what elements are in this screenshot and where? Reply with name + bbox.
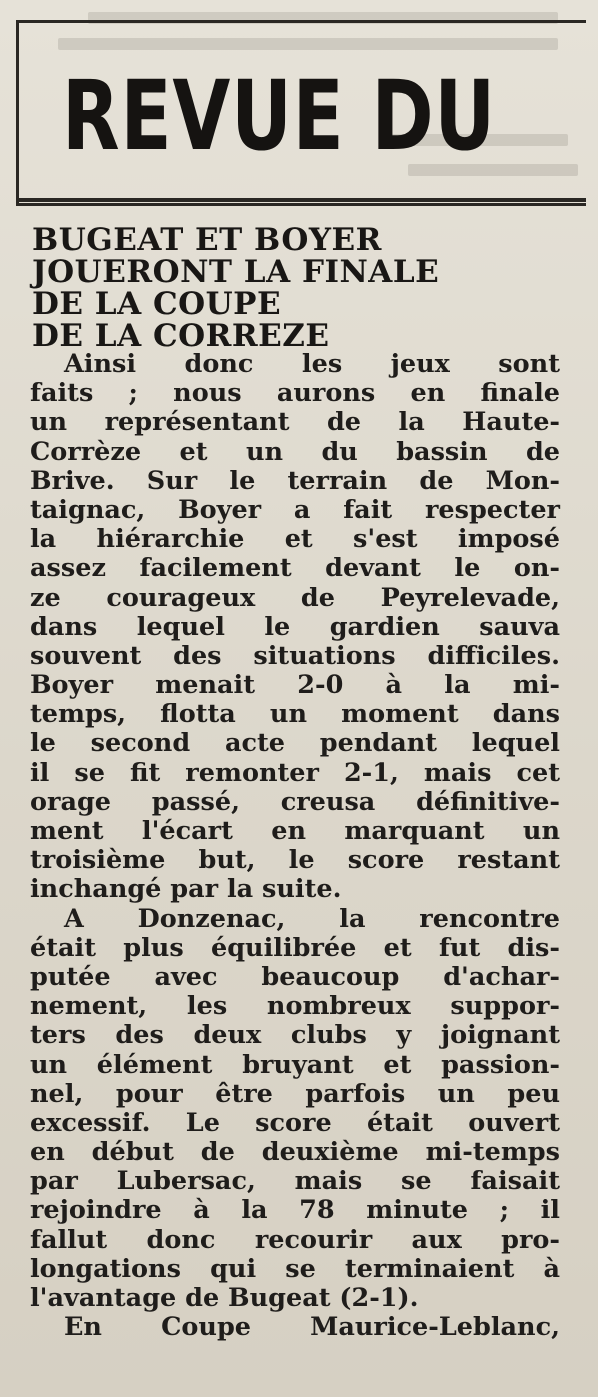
article-line: temps, flotta un moment dans xyxy=(30,699,560,730)
headline-line: BUGEAT ET BOYER xyxy=(32,222,382,258)
article-line: En Coupe Maurice-Leblanc, xyxy=(64,1312,560,1343)
article-line: par Lubersac, mais se faisait xyxy=(30,1166,560,1197)
article-line: nel, pour être parfois un peu xyxy=(30,1078,560,1109)
article-line: A Donzenac, la rencontre xyxy=(64,903,560,934)
article-line: le second acte pendant lequel xyxy=(30,728,560,759)
article-line: ze courageux de Peyrelevade, xyxy=(30,582,560,613)
article-line: était plus équilibrée et fut dis- xyxy=(30,932,560,963)
article-line: assez facilement devant le on- xyxy=(30,553,560,584)
article-line: nement, les nombreux suppor- xyxy=(30,991,560,1022)
article-line: souvent des situations difficiles. xyxy=(30,640,560,671)
article-line: orage passé, creusa définitive- xyxy=(30,786,560,817)
masthead-rule xyxy=(16,198,586,202)
article-line: rejoindre à la 78 minute ; il xyxy=(30,1195,560,1226)
article-line: faits ; nous aurons en finale xyxy=(30,378,560,409)
article-line: fallut donc recourir aux pro- xyxy=(30,1224,560,1255)
article-line: taignac, Boyer a fait respecter xyxy=(30,494,560,525)
page-edge-fade xyxy=(0,1370,598,1397)
article-line: dans lequel le gardien sauva xyxy=(30,611,560,642)
headline-line: JOUERONT LA FINALE xyxy=(32,254,440,290)
headline-line: DE LA COUPE xyxy=(32,286,282,322)
article-line: l'avantage de Bugeat (2-1). xyxy=(30,1283,419,1313)
article-headline xyxy=(32,224,552,352)
article-line: un représentant de la Haute- xyxy=(30,407,560,438)
article-line: longations qui se terminaient à xyxy=(30,1253,560,1284)
article-line: troisième but, le score restant xyxy=(30,845,560,876)
headline-line: DE LA CORREZE xyxy=(32,318,330,354)
article-line: un élément bruyant et passion- xyxy=(30,1049,560,1080)
article-line: en début de deuxième mi-temps xyxy=(30,1137,560,1168)
section-title: REVUE DU xyxy=(62,60,496,172)
article-line: Boyer menait 2-0 à la mi- xyxy=(30,670,560,701)
article-line: inchangé par la suite. xyxy=(30,874,342,905)
article-line: putée avec beaucoup d'achar- xyxy=(30,961,560,992)
article-body xyxy=(30,350,560,1342)
article-line: Corrèze et un du bassin de xyxy=(30,436,560,467)
article-line: excessif. Le score était ouvert xyxy=(30,1107,560,1138)
article-line: ters des deux clubs y joignant xyxy=(30,1020,560,1051)
article-line: Ainsi donc les jeux sont xyxy=(64,349,560,379)
article-line: la hiérarchie et s'est imposé xyxy=(30,524,560,555)
article-line: il se fit remonter 2-1, mais cet xyxy=(30,757,560,788)
article-line: Brive. Sur le terrain de Mon- xyxy=(30,465,560,496)
article-line: ment l'écart en marquant un xyxy=(30,816,560,846)
